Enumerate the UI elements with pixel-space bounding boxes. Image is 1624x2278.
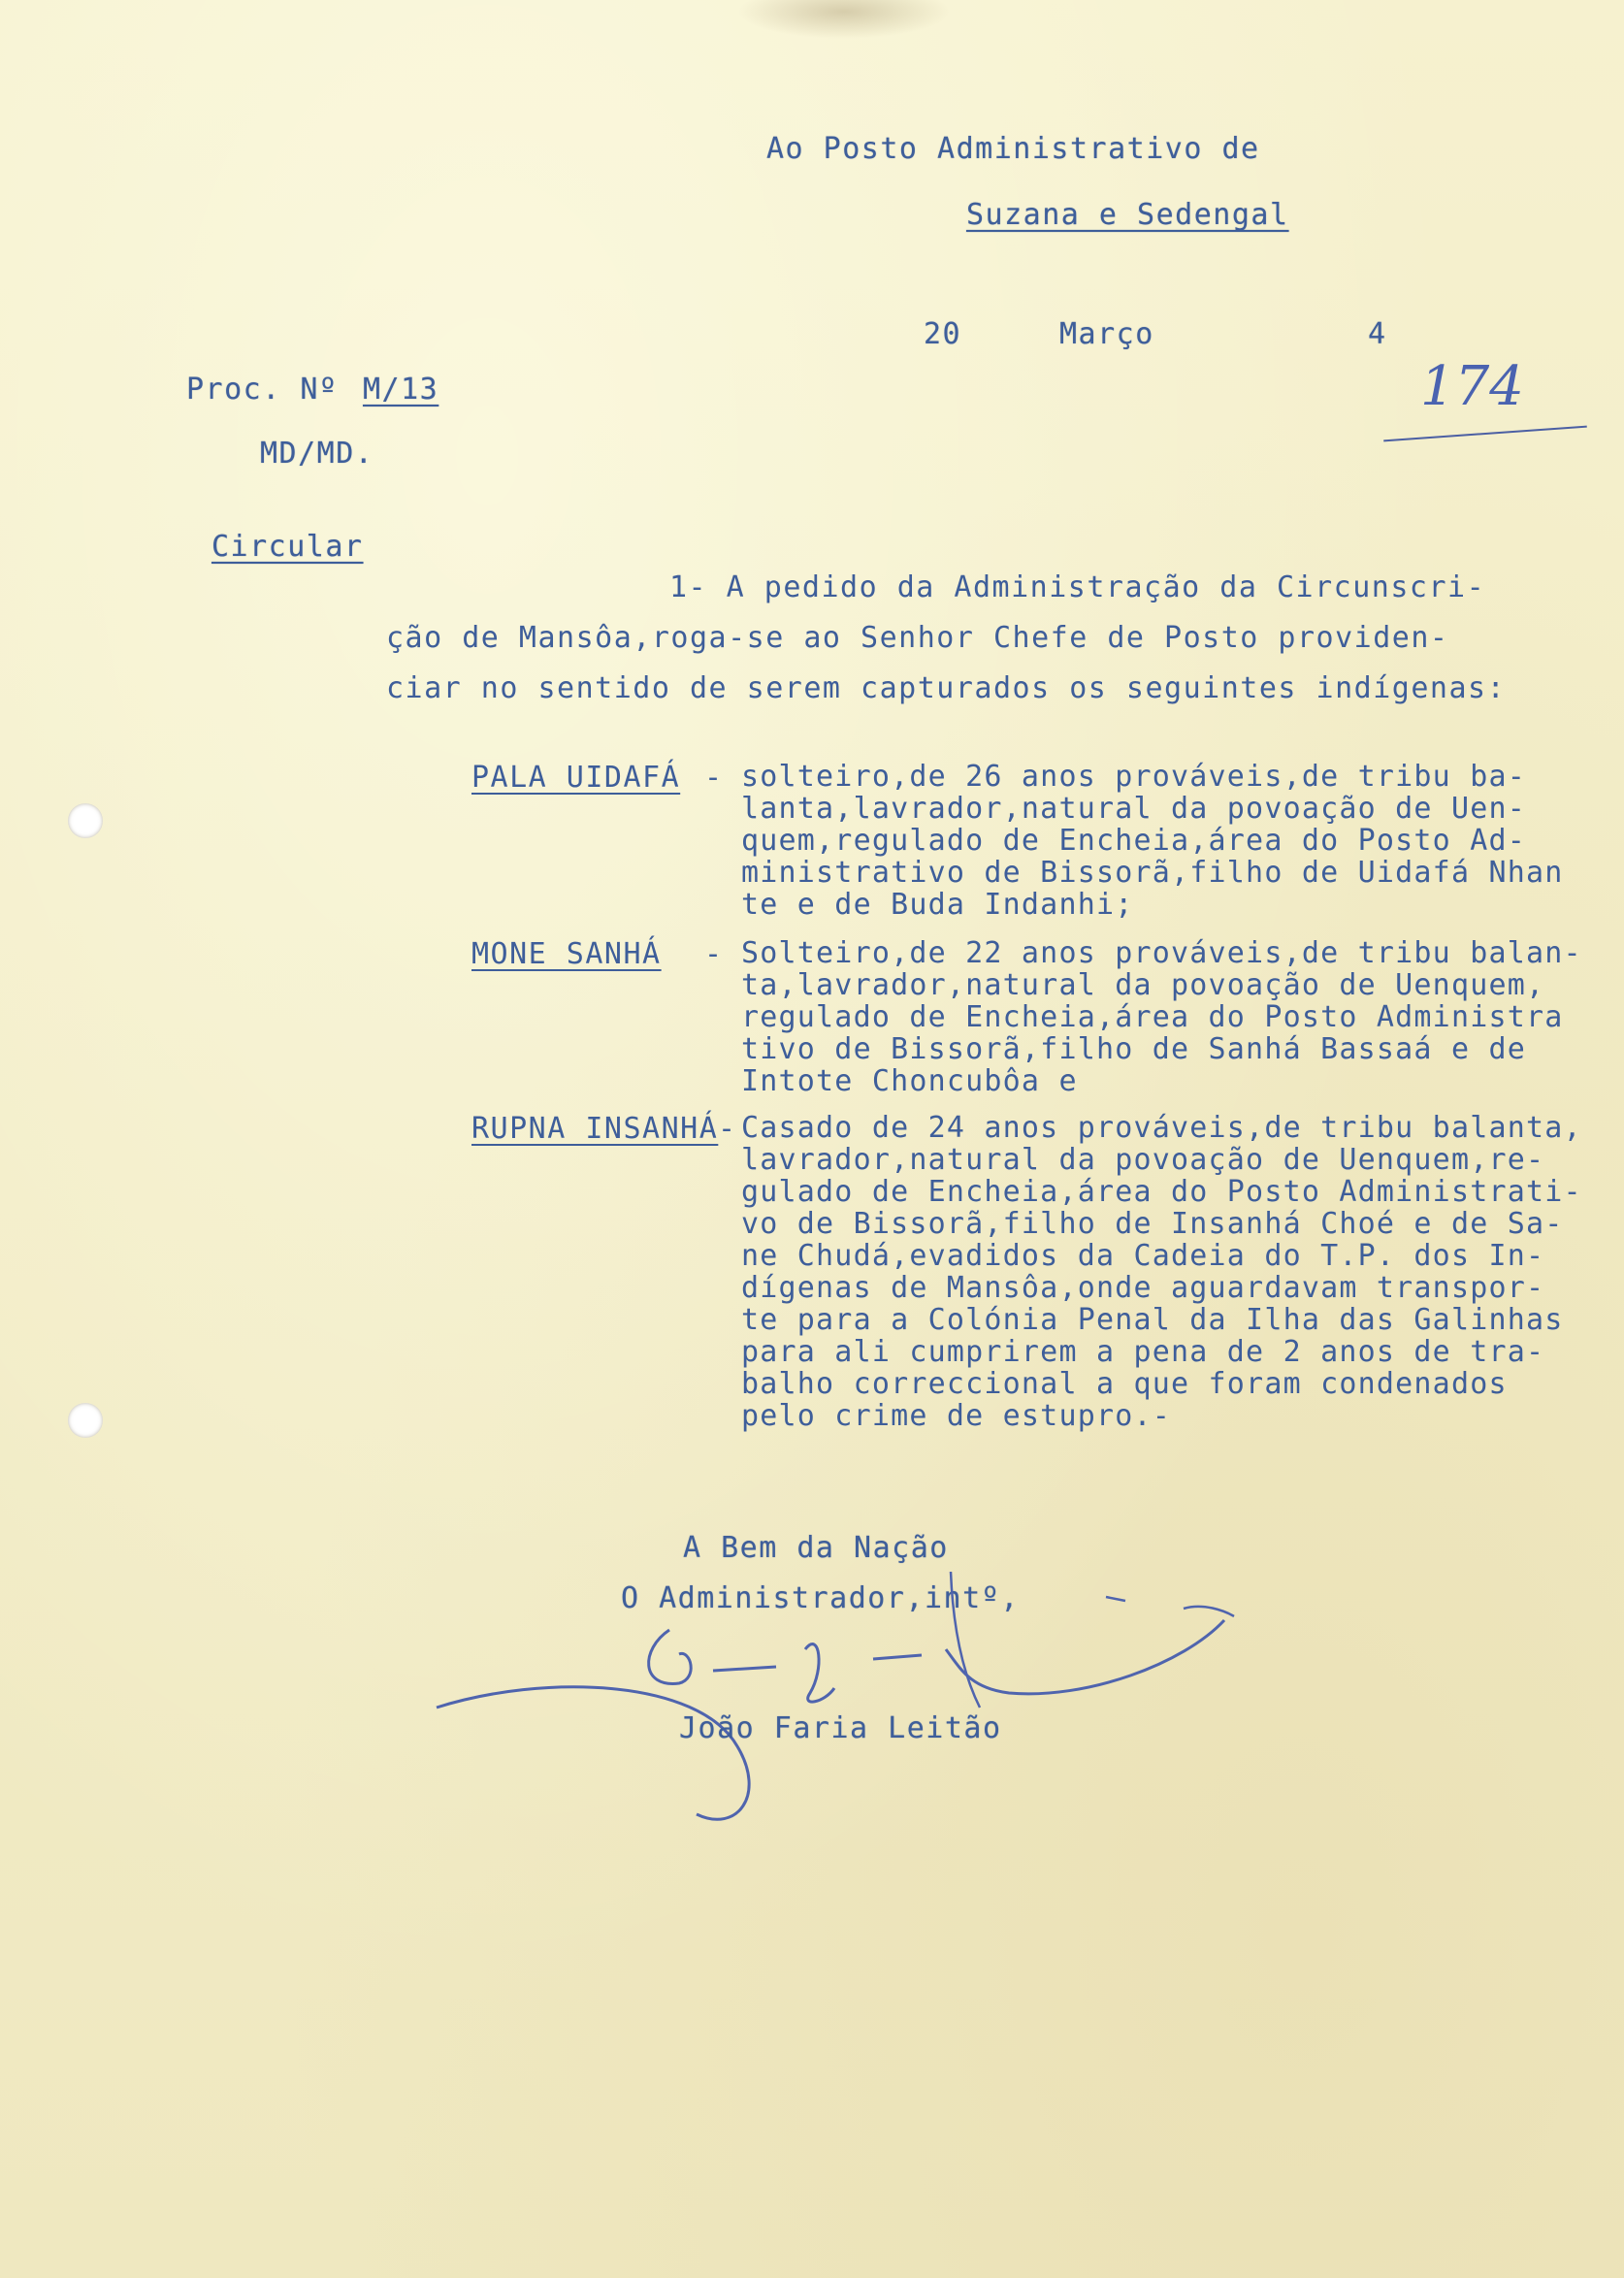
date-day: 20 [924, 317, 962, 351]
entry-line: lavrador,natural da povoação de Uenquem,re- [741, 1143, 1545, 1177]
entry-line: para ali cumprirem a pena de 2 anos de tra- [741, 1335, 1545, 1369]
addressee-line-1: Ao Posto Administrativo de [766, 132, 1260, 166]
signer-name: João Faria Leitão [679, 1711, 1002, 1745]
entry-line: te para a Colónia Penal da Ilha das Galinhas [741, 1303, 1564, 1337]
entry-line: lanta,lavrador,natural da povoação de Uen- [741, 792, 1526, 826]
entry-line: pelo crime de estupro.- [741, 1399, 1172, 1433]
proc-label: Proc. Nº [186, 373, 339, 407]
entry-line: te e de Buda Indanhi; [741, 888, 1134, 922]
date-year-fragment: 4 [1368, 317, 1387, 351]
closing-title: O Administrador,intº, [621, 1581, 1020, 1615]
entry-name-pala-uidafa: PALA UIDAFÁ [471, 761, 681, 795]
handwritten-document-number: 174 [1420, 355, 1524, 418]
entry-line: Casado de 24 anos prováveis,de tribu balanta, [741, 1111, 1582, 1145]
entry-line: quem,regulado de Encheia,área do Posto Ad- [741, 824, 1526, 858]
entry-line: regulado de Encheia,área do Posto Administra [741, 1000, 1564, 1034]
intro-line: ciar no sentido de serem capturados os seguintes indígenas: [386, 671, 1507, 705]
entry-line: balho correccional a que foram condenados [741, 1367, 1508, 1401]
closing-salutation: A Bem da Nação [683, 1531, 949, 1565]
addressee-line-2: Suzana e Sedengal [966, 198, 1289, 232]
entry-line: vo de Bissorã,filho de Insanhá Choé e de Sa- [741, 1207, 1564, 1241]
entry-separator: - [704, 937, 724, 971]
proc-number: M/13 [363, 373, 439, 407]
entry-line: solteiro,de 26 anos prováveis,de tribu ba- [741, 760, 1526, 794]
date-month: Março [1059, 317, 1154, 351]
document-type-heading: Circular [211, 530, 364, 564]
entry-name-mone-sanha: MONE SANHÁ [471, 937, 662, 971]
entry-line: ministrativo de Bissorã,filho de Uidafá Nhan [741, 856, 1564, 890]
entry-line: dígenas de Mansôa,onde aguardavam transpor- [741, 1271, 1545, 1305]
entry-line: gulado de Encheia,área do Posto Administrati- [741, 1175, 1582, 1209]
entry-line: tivo de Bissorã,filho de Sanhá Bassaá e de [741, 1032, 1526, 1066]
entry-separator: - [704, 761, 724, 795]
intro-line: ção de Mansôa,roga-se ao Senhor Chefe de Posto providen- [386, 621, 1449, 655]
entry-line: ne Chudá,evadidos da Cadeia do T.P. dos In- [741, 1239, 1545, 1273]
intro-line: 1- A pedido da Administração da Circunscri- [669, 570, 1486, 604]
entry-name-rupna-insanha: RUPNA INSANHÁ [471, 1112, 719, 1146]
entry-separator: - [718, 1112, 737, 1146]
entry-line: Intote Choncubôa e [741, 1064, 1078, 1098]
entry-line: ta,lavrador,natural da povoação de Uenquem, [741, 968, 1545, 1002]
reference-initials: MD/MD. [260, 437, 374, 471]
entry-line: Solteiro,de 22 anos prováveis,de tribu balan- [741, 936, 1582, 970]
